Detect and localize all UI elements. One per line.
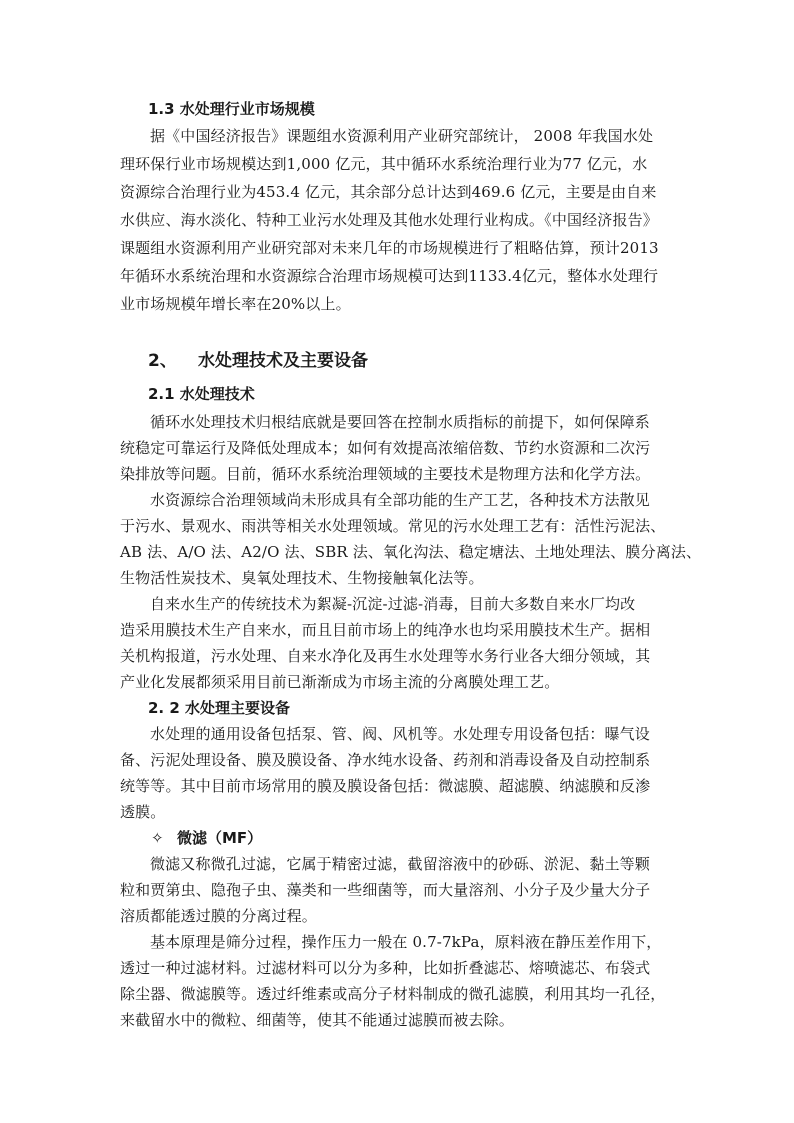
mf-p1-line-1: 微滤又称微孔过滤，它属于精密过滤，截留溶液中的砂砾、淤泥、黏土等颗	[150, 855, 650, 873]
mf-heading	[151, 828, 262, 848]
section-1-3-line-4: 水供应、海水淡化、特种工业污水处理及其他水处理行业构成。《中国经济报告》	[120, 211, 658, 229]
section-2-2-p1-line-3: 统等等。其中目前市场常用的膜及膜设备包括：微滤膜、超滤膜、纳滤膜和反渗	[120, 777, 651, 795]
mf-p2-line-1: 基本原理是筛分过程，操作压力一般在 0.7-7kPa，原料液在静压差作用下，	[150, 933, 662, 951]
section-1-3-line-5: 课题组水资源利用产业研究部对未来几年的市场规模进行了粗略估算，预计2013	[120, 239, 659, 257]
section-2-2-p1-line-2: 备、污泥处理设备、膜及膜设备、净水纯水设备、药剂和消毒设备及自动控制系	[120, 751, 651, 769]
diamond-bullet-icon: ✧	[151, 829, 164, 847]
mf-p2-line-2: 透过一种过滤材料。过滤材料可以分为多种，比如折叠滤芯、熔喷滤芯、布袋式	[120, 959, 651, 977]
section-1-3-line-7: 业市场规模年增长率在20%以上。	[120, 295, 351, 313]
section-2-1-p3-line-2: 造采用膜技术生产自来水，而且目前市场上的纯净水也均采用膜技术生产。据相	[120, 621, 651, 639]
section-1-3-heading: 1.3 水处理行业市场规模	[148, 100, 315, 118]
section-1-3-line-6: 年循环水系统治理和水资源综合治理市场规模可达到1133.4亿元，整体水处理行	[120, 267, 659, 285]
section-2-2-p1-line-4: 透膜。	[120, 803, 166, 821]
section-2-number: 2、	[148, 351, 177, 371]
section-2-title: 水处理技术及主要设备	[198, 351, 368, 371]
section-2-1-p1-line-2: 统稳定可靠运行及降低处理成本；如何有效提高浓缩倍数、节约水资源和二次污	[120, 439, 651, 457]
section-2-1-p2-line-1: 水资源综合治理领域尚未形成具有全部功能的生产工艺，各种技术方法散见	[150, 491, 650, 509]
section-2-2-heading: 2. 2 水处理主要设备	[148, 699, 291, 717]
mf-title: 微滤（MF）	[177, 829, 263, 847]
section-1-3-line-2: 理环保行业市场规模达到1,000 亿元，其中循环水系统治理行业为77 亿元，水	[120, 155, 648, 173]
section-2-1-p1-line-3: 染排放等问题。目前，循环水系统治理领域的主要技术是物理方法和化学方法。	[120, 465, 651, 483]
mf-p2-line-3: 除尘器、微滤膜等。透过纤维素或高分子材料制成的微孔滤膜，利用其均一孔径，	[120, 985, 666, 1003]
section-2-heading	[148, 350, 368, 372]
section-2-2-p1-line-1: 水处理的通用设备包括泵、管、阀、风机等。水处理专用设备包括：曝气设	[150, 725, 650, 743]
section-2-1-p2-line-2: 于污水、景观水、雨洪等相关水处理领域。常见的污水处理工艺有：活性污泥法、	[120, 517, 666, 535]
mf-p2-line-4: 来截留水中的微粒、细菌等，使其不能通过滤膜而被去除。	[120, 1011, 514, 1029]
section-2-1-p1-line-1: 循环水处理技术归根结底就是要回答在控制水质指标的前提下，如何保障系	[150, 413, 650, 431]
mf-p1-line-3: 溶质都能透过膜的分离过程。	[120, 907, 317, 925]
section-2-1-p3-line-1: 自来水生产的传统技术为絮凝-沉淀-过滤-消毒，目前大多数自来水厂均改	[150, 595, 636, 613]
section-1-3-line-1: 据《中国经济报告》课题组水资源利用产业研究部统计， 2008 年我国水处	[150, 127, 654, 145]
mf-p1-line-2: 粒和贾第虫、隐孢子虫、藻类和一些细菌等，而大量溶剂、小分子及少量大分子	[120, 881, 651, 899]
section-2-1-p3-line-3: 关机构报道，污水处理、自来水净化及再生水处理等水务行业各大细分领域，其	[120, 647, 651, 665]
section-2-1-p2-line-3: AB 法、A/O 法、A2/O 法、SBR 法、氧化沟法、稳定塘法、土地处理法、膜分离法、	[120, 543, 702, 561]
section-2-1-p2-line-4: 生物活性炭技术、臭氧处理技术、生物接触氧化法等。	[120, 569, 484, 587]
section-1-3-line-3: 资源综合治理行业为453.4 亿元，其余部分总计达到469.6 亿元，主要是由自来	[120, 183, 657, 201]
section-2-1-p3-line-4: 产业化发展都须采用目前已渐渐成为市场主流的分离膜处理工艺。	[120, 673, 560, 691]
section-2-1-heading: 2.1 水处理技术	[148, 385, 255, 403]
